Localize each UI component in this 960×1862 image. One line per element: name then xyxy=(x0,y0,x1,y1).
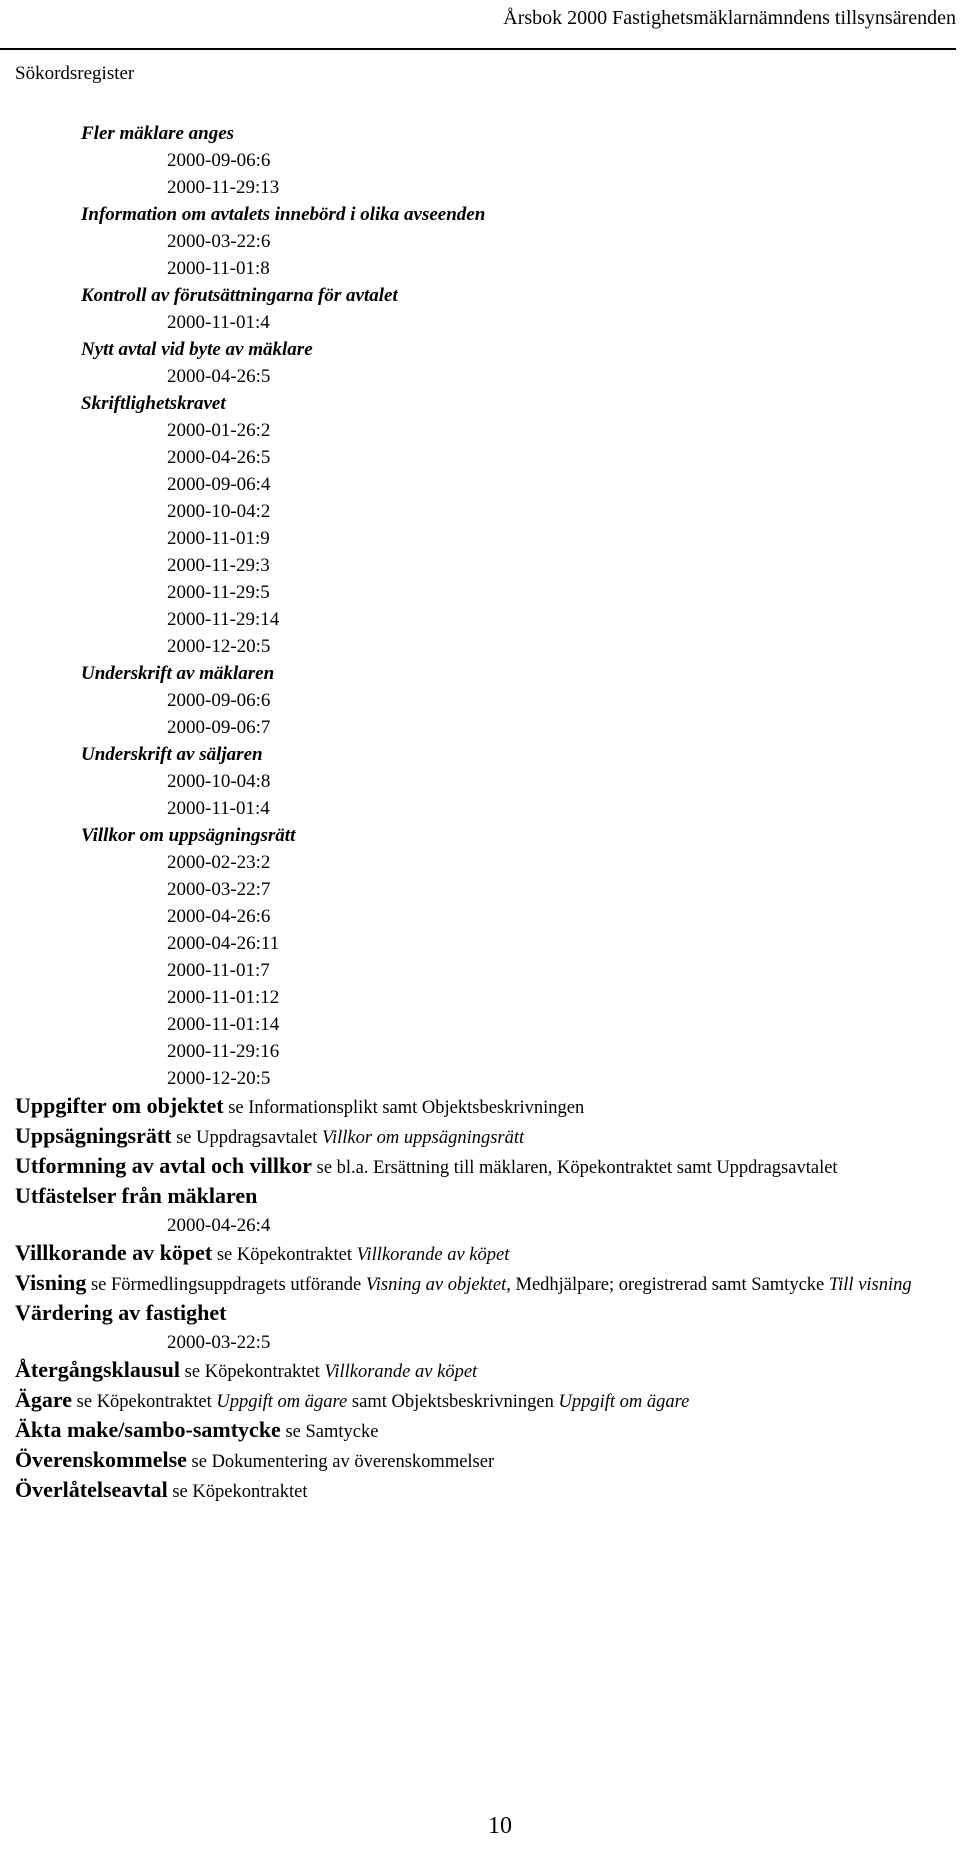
index-topic-uppsagningsratt xyxy=(15,1122,945,1152)
section-title: Sökordsregister xyxy=(15,63,135,84)
index-topic-akta-make xyxy=(15,1416,945,1446)
header-rule xyxy=(0,48,956,50)
index-reference: 2000-11-01:9 xyxy=(167,528,270,549)
page-number: 10 xyxy=(488,1813,512,1839)
index-topic-atergangsklausul xyxy=(15,1356,945,1386)
index-reference: 2000-09-06:6 xyxy=(167,690,271,711)
index-subentry-label: Fler mäklare anges xyxy=(81,123,235,144)
topic-see-reference: se Köpekontraktet xyxy=(216,1245,352,1265)
index-reference: 2000-12-20:5 xyxy=(167,1068,271,1089)
topic-see-italic: Villkorande av köpet xyxy=(356,1245,510,1265)
topic-see-reference: se Köpekontraktet xyxy=(184,1362,320,1382)
index-topic-utformning xyxy=(15,1152,945,1182)
index-reference: 2000-12-20:5 xyxy=(167,636,271,657)
index-reference: 2000-09-06:7 xyxy=(167,717,271,738)
topic-see-reference: se Samtycke xyxy=(285,1422,379,1442)
index-reference: 2000-04-26:5 xyxy=(167,447,271,468)
index-reference: 2000-11-29:14 xyxy=(167,609,280,630)
index-topic-overlatelseavtal xyxy=(15,1476,945,1506)
topic-heading: Villkorande av köpet xyxy=(15,1240,213,1265)
index-reference: 2000-04-26:4 xyxy=(167,1215,271,1236)
index-subentry-label: Underskrift av säljaren xyxy=(81,744,263,765)
index-reference: 2000-11-29:16 xyxy=(167,1041,280,1062)
index-reference: 2000-03-22:5 xyxy=(167,1332,271,1353)
subentry-list xyxy=(15,120,945,1092)
topic-see-reference: samt Objektsbeskrivningen xyxy=(351,1392,554,1412)
index-reference: 2000-11-01:7 xyxy=(167,960,270,981)
index-subentry-label: Villkor om uppsägningsrätt xyxy=(81,825,296,846)
topic-heading: Överenskommelse xyxy=(15,1447,187,1472)
index-topic-overenskommelse xyxy=(15,1446,945,1476)
index-reference: 2000-11-01:4 xyxy=(167,798,270,819)
topic-see-reference: se bl.a. Ersättning till mäklaren, Köpekontraktet samt Uppdragsavtalet xyxy=(316,1158,838,1178)
index-subentry-label: Kontroll av förutsättningarna för avtalet xyxy=(81,285,398,306)
index-reference: 2000-04-26:6 xyxy=(167,906,271,927)
index-subentry-label: Skriftlighetskravet xyxy=(81,393,226,414)
index-reference: 2000-11-29:13 xyxy=(167,177,280,198)
running-header-title: Årsbok 2000 Fastighetsmäklarnämndens tillsynsärenden xyxy=(503,7,956,29)
index-subentry-label: Information om avtalets innebörd i olika avseenden xyxy=(81,204,486,225)
index-reference: 2000-10-04:8 xyxy=(167,771,271,792)
index-topic-villkorande xyxy=(15,1239,945,1269)
topic-see-reference: se Informationsplikt samt Objektsbeskrivningen xyxy=(228,1098,585,1118)
index-reference: 2000-02-23:2 xyxy=(167,852,271,873)
index-reference: 2000-11-29:3 xyxy=(167,555,270,576)
topic-see-reference: se Uppdragsavtalet xyxy=(176,1128,318,1148)
topic-heading: Äkta make/sambo-samtycke xyxy=(15,1417,281,1442)
topic-see-reference: Medhjälpare; oregistrerad samt Samtycke xyxy=(515,1275,825,1295)
index-reference: 2000-10-04:2 xyxy=(167,501,271,522)
topic-heading: Uppsägningsrätt xyxy=(15,1123,172,1148)
index-subentry-label: Underskrift av mäklaren xyxy=(81,663,275,684)
index-reference: 2000-11-01:4 xyxy=(167,312,270,333)
topic-see-italic: Uppgift om ägare xyxy=(216,1392,348,1412)
topic-see-italic: Visning av objektet, xyxy=(365,1275,511,1295)
topic-see-reference: se Dokumentering av överenskommelser xyxy=(191,1452,495,1472)
topic-heading: Överlåtelseavtal xyxy=(15,1477,168,1502)
index-reference: 2000-09-06:6 xyxy=(167,150,271,171)
index-topic-vardering xyxy=(15,1299,945,1329)
topic-see-italic: Uppgift om ägare xyxy=(558,1392,690,1412)
index-reference: 2000-11-01:14 xyxy=(167,1014,280,1035)
topic-see-italic: Villkor om uppsägningsrätt xyxy=(322,1128,525,1148)
index-reference: 2000-11-01:8 xyxy=(167,258,270,279)
index-topic-visning xyxy=(15,1269,945,1299)
index-topic-utfastelser xyxy=(15,1182,945,1212)
topic-heading: Uppgifter om objektet xyxy=(15,1093,224,1118)
topic-heading: Utformning av avtal och villkor xyxy=(15,1153,312,1178)
topic-see-reference: se Köpekontraktet xyxy=(76,1392,212,1412)
topic-see-reference: se Köpekontraktet xyxy=(172,1482,308,1502)
topic-heading: Ägare xyxy=(15,1387,73,1412)
index-subentry-label: Nytt avtal vid byte av mäklare xyxy=(81,339,313,360)
index-reference: 2000-03-22:7 xyxy=(167,879,271,900)
index-reference: 2000-01-26:2 xyxy=(167,420,271,441)
topic-see-reference: se Förmedlingsuppdragets utförande xyxy=(90,1275,362,1295)
index-reference: 2000-11-29:5 xyxy=(167,582,270,603)
topic-see-italic: Till visning xyxy=(828,1275,912,1295)
topic-heading: Återgångsklausul xyxy=(15,1357,181,1382)
index-content xyxy=(15,120,945,1506)
index-reference: 2000-04-26:5 xyxy=(167,366,271,387)
topic-heading: Visning xyxy=(15,1270,87,1295)
index-reference: 2000-04-26:11 xyxy=(167,933,280,954)
topic-see-italic: Villkorande av köpet xyxy=(324,1362,478,1382)
index-topic-uppgifter xyxy=(15,1092,945,1122)
index-reference: 2000-11-01:12 xyxy=(167,987,280,1008)
index-reference: 2000-09-06:4 xyxy=(167,474,271,495)
topic-heading: Utfästelser från mäklaren xyxy=(15,1183,258,1208)
index-reference: 2000-03-22:6 xyxy=(167,231,271,252)
topic-heading: Värdering av fastighet xyxy=(15,1300,227,1325)
index-topic-agare xyxy=(15,1386,945,1416)
